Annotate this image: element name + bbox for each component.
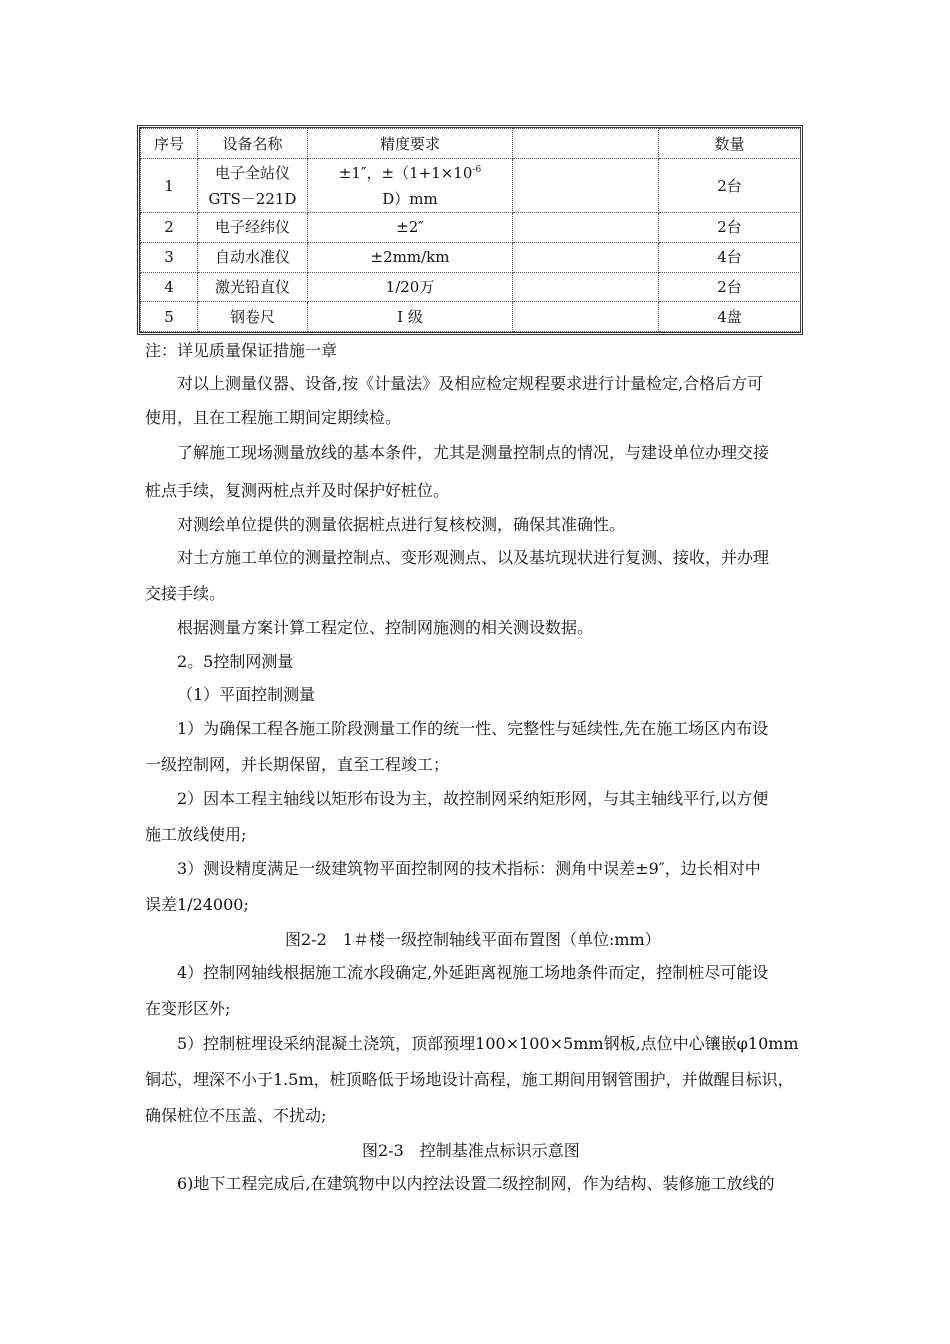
cell-no: 2 [141,213,198,243]
figure-caption: 图2-2 1＃楼一级控制轴线平面布置图（单位:mm） [285,930,661,949]
cell-blank [513,272,659,302]
cell-qty: 4盘 [659,302,801,332]
list-item-line: 铜芯，埋深不小于1.5m，桩顶略低于场地设计高程，施工期间用钢管围护，并做醒目标识， [145,1070,794,1089]
cell-no: 1 [141,159,198,213]
list-item-line: 在变形区外; [145,999,231,1018]
cell-precision-line2: D）mm [382,189,438,208]
table-row [141,302,801,332]
list-item-line: 一级控制网，并长期保留，直至工程竣工； [145,755,450,774]
cell-precision: ±2mm/km [308,242,513,272]
cell-name [198,159,308,213]
paragraph-line: 了解施工现场测量放线的基本条件，尤其是测量控制点的情况，与建设单位办理交接 [177,443,770,462]
cell-blank [513,302,659,332]
cell-name-line1: 电子全站仪 [214,163,290,182]
cell-precision [308,159,513,213]
list-item-line: 确保桩位不压盖、不扰动; [145,1106,327,1125]
list-item-line: 3）测设精度满足一级建筑物平面控制网的技术指标：测角中误差±9″，边长相对中 [177,859,761,878]
header-cell-blank [513,129,659,159]
list-item-line: 6)地下工程完成后,在建筑物中以内控法设置二级控制网，作为结构、装修施工放线的 [177,1174,775,1193]
cell-blank [513,242,659,272]
paragraph-line: 交接手续。 [145,584,226,603]
paragraph-line: 根据测量方案计算工程定位、控制网施测的相关测设数据。 [177,618,594,637]
table-row [141,213,801,243]
equipment-table-frame [137,125,803,335]
cell-blank [513,159,659,213]
cell-precision: 1/20万 [308,272,513,302]
list-item-line: 4）控制网轴线根据施工流水段确定,外延距离视施工场地条件而定，控制桩尽可能设 [177,963,769,982]
list-item-line: 误差1/24000; [145,895,249,914]
list-item-line: 5）控制桩埋设采纳混凝土浇筑，顶部预埋100×100×5mm钢板,点位中心镶嵌φ10mm [177,1034,799,1053]
list-item-line: 施工放线使用; [145,825,247,844]
table-header-row [141,129,801,159]
precision-exponent: -6 [472,164,482,175]
list-item-line: 1）为确保工程各施工阶段测量工作的统一性、完整性与延续性,先在施工场区内布设 [177,719,769,738]
table-note: 注：详见质量保证措施一章 [145,341,338,360]
table-row [141,272,801,302]
table-row [141,242,801,272]
cell-no: 4 [141,272,198,302]
cell-precision-line1 [308,160,512,186]
cell-name: 钢卷尺 [198,302,308,332]
cell-name: 自动水准仪 [198,242,308,272]
cell-qty: 4台 [659,242,801,272]
cell-precision: ±2″ [308,213,513,243]
cell-precision: Ⅰ 级 [308,302,513,332]
cell-name: 激光铅直仪 [198,272,308,302]
precision-text: ±1″，±（1+1×10 [338,163,473,182]
header-cell-qty: 数量 [659,129,801,159]
cell-qty: 2台 [659,213,801,243]
paragraph-line: 桩点手续，复测两桩点并及时保护好桩位。 [145,481,450,500]
subsection-heading: （1）平面控制测量 [177,685,316,704]
section-heading: 2。5控制网测量 [177,652,294,671]
cell-qty: 2台 [659,272,801,302]
list-item-line: 2）因本工程主轴线以矩形布设为主，故控制网采纳矩形网，与其主轴线平行,以方便 [177,789,769,808]
header-cell-no: 序号 [141,129,198,159]
cell-qty: 2台 [659,159,801,213]
cell-blank [513,213,659,243]
paragraph-line: 对土方施工单位的测量控制点、变形观测点、以及基坑现状进行复测、接收，并办理 [177,548,770,567]
paragraph-line: 对测绘单位提供的测量依据桩点进行复核校测，确保其准确性。 [177,515,626,534]
cell-no: 5 [141,302,198,332]
cell-name-line2: GTS－221D [208,189,297,208]
table-row [141,159,801,213]
header-cell-precision: 精度要求 [308,129,513,159]
paragraph-line: 使用，且在工程施工期间定期续检。 [145,408,402,427]
figure-caption: 图2-3 控制基准点标识示意图 [362,1141,580,1160]
paragraph-line: 对以上测量仪器、设备,按《计量法》及相应检定规程要求进行计量检定,合格后方可 [177,374,764,393]
cell-no: 3 [141,242,198,272]
cell-name: 电子经纬仪 [198,213,308,243]
header-cell-name: 设备名称 [198,129,308,159]
equipment-table [140,128,801,332]
